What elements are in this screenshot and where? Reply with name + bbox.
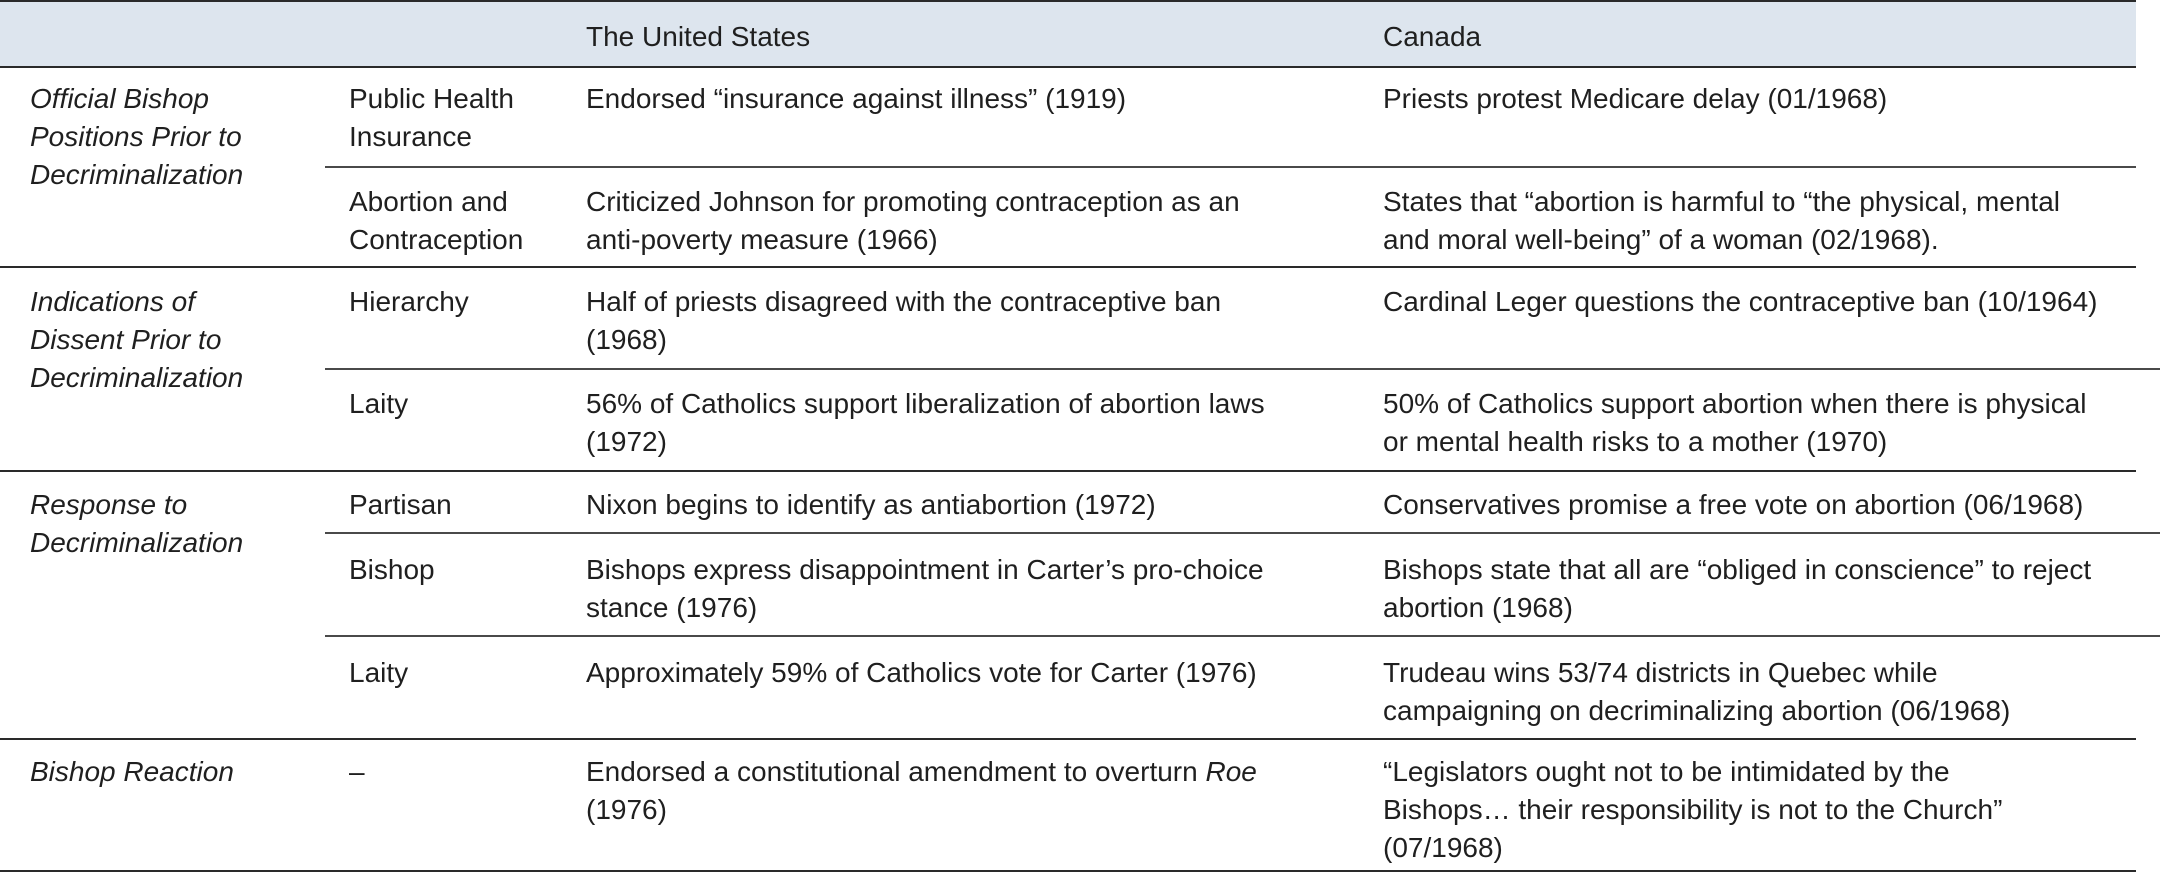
column-header-canada: Canada	[1383, 21, 1482, 52]
subcategory-label: Laity	[349, 657, 409, 688]
italic-case-name: Roe	[1205, 756, 1257, 787]
subcategory-label: Bishop	[349, 554, 435, 585]
row-divider	[325, 166, 2136, 168]
group-divider	[0, 266, 2136, 268]
subcategory-label: –	[349, 756, 365, 787]
column-header-us: The United States	[586, 21, 811, 52]
header-rule	[0, 66, 2136, 68]
canada-cell: Trudeau wins 53/74 districts in Quebec while campaigning on decriminalizing abortion (06/1968)	[1383, 657, 2011, 726]
canada-cell: Bishops state that all are “obliged in conscience” to reject abortion (1968)	[1383, 554, 2092, 623]
category-label: Bishop Reaction	[30, 756, 234, 787]
us-cell: Nixon begins to identify as antiabortion (1972)	[586, 489, 1156, 520]
subcategory-label: Laity	[349, 388, 409, 419]
group-divider	[0, 470, 2136, 472]
us-cell: Bishops express disappointment in Carter’s pro-choice stance (1976)	[586, 554, 1264, 623]
canada-cell: States that “abortion is harmful to “the physical, mental and moral well-being” of a woman (02/1968).	[1383, 186, 2060, 255]
us-cell: Endorsed a constitutional amendment to overturn Roe (1976)	[586, 756, 1257, 825]
group-divider	[0, 738, 2136, 740]
canada-cell: Cardinal Leger questions the contraceptive ban (10/1964)	[1383, 286, 2098, 317]
category-label: Response to Decriminalization	[30, 489, 244, 558]
subcategory-label: Partisan	[349, 489, 452, 520]
row-divider	[325, 368, 2160, 370]
us-cell: Approximately 59% of Catholics vote for Carter (1976)	[586, 657, 1257, 688]
canada-cell: Priests protest Medicare delay (01/1968)	[1383, 83, 1888, 114]
us-cell: 56% of Catholics support liberalization of abortion laws (1972)	[586, 388, 1265, 457]
us-cell: Criticized Johnson for promoting contraception as an anti-poverty measure (1966)	[586, 186, 1240, 255]
top-rule	[0, 0, 2136, 2]
row-divider	[325, 532, 2160, 534]
row-divider	[325, 635, 2160, 637]
canada-cell: 50% of Catholics support abortion when there is physical or mental health risks to a mother (1970)	[1383, 388, 2087, 457]
us-cell: Endorsed “insurance against illness” (1919)	[586, 83, 1127, 114]
subcategory-label: Abortion and Contraception	[349, 186, 524, 255]
canada-cell: “Legislators ought not to be intimidated by the Bishops… their responsibility is not to the Church” (07/1968)	[1383, 756, 2003, 863]
canada-cell: Conservatives promise a free vote on abortion (06/1968)	[1383, 489, 2084, 520]
subcategory-label: Public Health Insurance	[349, 83, 514, 152]
bottom-rule	[0, 870, 2136, 872]
us-cell: Half of priests disagreed with the contraceptive ban (1968)	[586, 286, 1222, 355]
category-label: Official Bishop Positions Prior to Decriminalization	[30, 83, 244, 190]
category-label: Indications of Dissent Prior to Decriminalization	[30, 286, 244, 393]
subcategory-label: Hierarchy	[349, 286, 469, 317]
